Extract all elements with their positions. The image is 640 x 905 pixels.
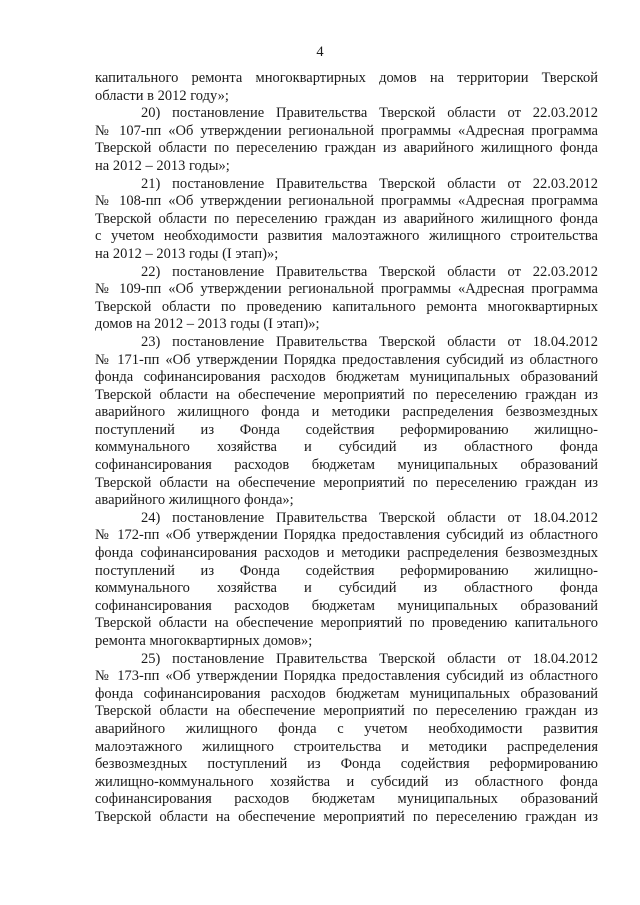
text-line: Тверской области по переселению граждан из аварийного жилищного фонда [95, 210, 598, 227]
text-line: аварийного жилищного фонда с учетом необходимости развития [95, 720, 598, 737]
text-line: Тверской области на обеспечение мероприятий по переселению граждан из [95, 703, 598, 720]
text-line: фонда софинансирования расходов и методики распределения безвозмездных [95, 545, 598, 562]
text-line: с учетом необходимости развития малоэтажного жилищного строительства [95, 228, 598, 245]
text-line: № 108-пп «Об утверждении региональной программы «Адресная программа [95, 193, 598, 210]
text-line: Тверской области по переселению граждан из аварийного жилищного фонда [95, 140, 598, 157]
text-line: на 2012 – 2013 годы»; [95, 157, 230, 174]
text-line: Тверской области на обеспечение мероприятий по проведению капитального [95, 615, 598, 632]
page-number: 4 [316, 44, 324, 60]
text-line: безвозмездных поступлений из Фонда содействия реформированию [95, 756, 598, 773]
text-line: софинансирования расходов бюджетам муниципальных образований [95, 457, 598, 474]
text-line: Тверской области на обеспечение мероприятий по переселению граждан из [95, 386, 598, 403]
text-line: 24) постановление Правительства Тверской области от 18.04.2012 [141, 509, 598, 526]
text-line: фонда софинансирования расходов бюджетам муниципальных образований [95, 685, 598, 702]
text-line: 22) постановление Правительства Тверской области от 22.03.2012 [141, 263, 598, 280]
text-line: капитального ремонта многоквартирных домов на территории Тверской [95, 70, 598, 86]
text-line: Тверской области на обеспечение мероприятий по переселению граждан из [95, 474, 598, 491]
text-line: коммунального хозяйства и субсидий из областного фонда [95, 439, 598, 456]
text-line: 23) постановление Правительства Тверской области от 18.04.2012 [141, 333, 598, 350]
text-line: поступлений из Фонда содействия реформированию жилищно- [95, 421, 598, 438]
text-line: поступлений из Фонда содействия реформированию жилищно- [95, 562, 598, 579]
text-line: 20) постановление Правительства Тверской области от 22.03.2012 [141, 105, 598, 122]
text-line: № 109-пп «Об утверждении региональной программы «Адресная программа [95, 281, 598, 298]
text-line: домов на 2012 – 2013 годы (I этап)»; [95, 316, 320, 333]
text-line: софинансирования расходов бюджетам муниципальных образований [95, 791, 598, 808]
text-line: аварийного жилищного фонда и методики распределения безвозмездных [95, 404, 598, 421]
text-line: малоэтажного жилищного строительства и методики распределения [95, 738, 598, 755]
text-line: на 2012 – 2013 годы (I этап)»; [95, 245, 279, 262]
text-line: № 172-пп «Об утверждении Порядка предоставления субсидий из областного [95, 527, 598, 544]
text-line: ремонта многоквартирных домов»; [95, 633, 313, 649]
text-line: 21) постановление Правительства Тверской области от 22.03.2012 [141, 175, 598, 192]
text-line: коммунального хозяйства и субсидий из областного фонда [95, 580, 598, 597]
text-line: 25) постановление Правительства Тверской области от 18.04.2012 [141, 650, 598, 667]
text-line: Тверской области на обеспечение мероприятий по переселению граждан из [95, 808, 598, 825]
text-line: фонда софинансирования расходов бюджетам муниципальных образований [95, 369, 598, 386]
text-line: № 171-пп «Об утверждении Порядка предоставления субсидий из областного [95, 351, 598, 368]
text-line: № 173-пп «Об утверждении Порядка предоставления субсидий из областного [95, 668, 598, 685]
text-line: жилищно-коммунального хозяйства и субсидий из областного фонда [95, 773, 598, 790]
text-line: Тверской области по проведению капитального ремонта многоквартирных [95, 298, 598, 315]
text-line: № 107-пп «Об утверждении региональной программы «Адресная программа [95, 122, 598, 139]
text-line: области в 2012 году»; [95, 87, 229, 104]
document-body [95, 70, 598, 827]
text-line: софинансирования расходов бюджетам муниципальных образований [95, 597, 598, 614]
text-line: аварийного жилищного фонда»; [95, 492, 294, 509]
